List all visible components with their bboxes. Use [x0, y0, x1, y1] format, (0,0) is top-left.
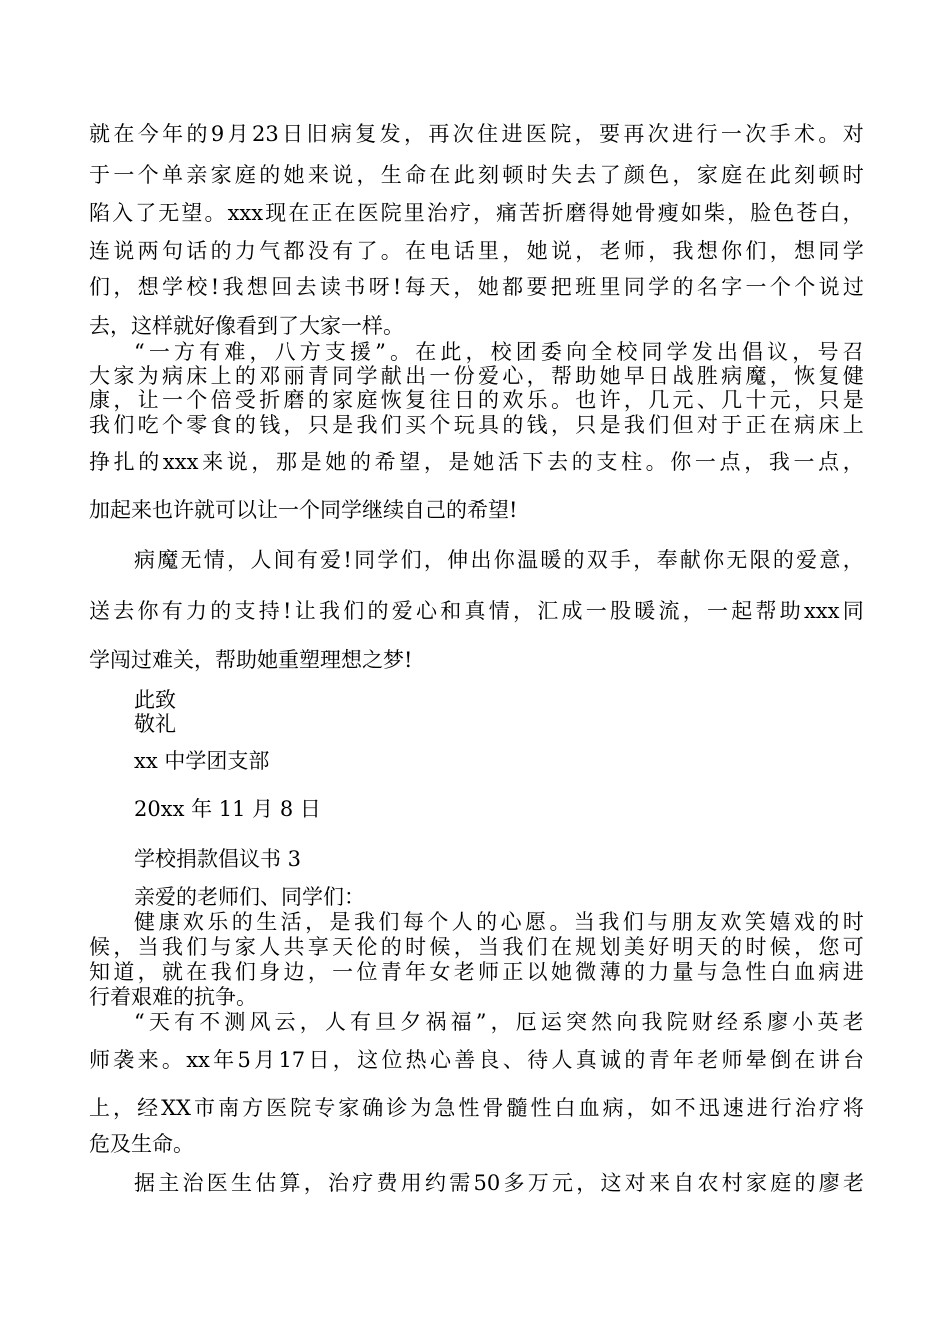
body-text-line: 危及生命。 [89, 1132, 194, 1156]
body-text-line: 我 们 吃 个 零 食 的 钱 ， 只 是 我 们 买 个 玩 具 的 钱 ， 只 是 我 们 但 对 于 正 在 病 床 上 [89, 413, 864, 437]
body-text-line: 们 ， 想 学 校 ! 我 想 回 去 读 书 呀 ! 每 天 ， 她 都 要 把 班 里 同 学 的 名 字 一 个 个 说 过 [89, 275, 864, 299]
body-text-line: 据 主 治 医 生 估 算 ， 治 疗 费 用 约 需 50 多 万 元 ， 这 对 来 自 农 村 家 庭 的 廖 老 [134, 1171, 864, 1195]
body-text-line: 去，这样就好像看到了大家一样。 [89, 314, 404, 338]
greeting: 亲爱的老师们、同学们： [134, 885, 365, 909]
body-text-line: 连 说 两 句 话 的 力 气 都 没 有 了 。 在 电 话 里 ， 她 说 ， 老 师 ， 我 想 你 们 ， 想 同 学 [89, 239, 864, 263]
body-text-line: 于 一 个 单 亲 家 庭 的 她 来 说 ， 生 命 在 此 刻 顿 时 失 去 了 颜 色 ， 家 庭 在 此 刻 顿 时 [89, 163, 864, 187]
section-title: 学校捐款倡议书 3 [134, 847, 302, 871]
body-text-line: 行着艰难的抗争。 [89, 985, 257, 1009]
signature-date: 20xx 年 11 月 8 日 [134, 797, 321, 821]
body-text-line: 学闯过难关，帮助她重塑理想之梦! [89, 648, 413, 672]
signature-org: xx 中学团支部 [134, 749, 270, 773]
body-text-line: “ 天 有 不 测 风 云 ， 人 有 旦 夕 祸 福 ” ， 厄 运 突 然 向 我 院 财 经 系 廖 小 英 老 [134, 1010, 864, 1034]
closing-salutation: 此致 [134, 688, 176, 712]
body-text-line: 陷 入 了 无 望 。 xxx 现 在 正 在 医 院 里 治 疗 ， 痛 苦 折 磨 得 她 骨 瘦 如 柴 ， 脸 色 苍 白 ， [89, 201, 864, 225]
body-text-line: 送 去 你 有 力 的 支 持 ! 让 我 们 的 爱 心 和 真 情 ， 汇 成 一 股 暖 流 ， 一 起 帮 助 xxx 同 [89, 599, 864, 623]
body-text-line: 挣 扎 的 xxx 来 说 ， 那 是 她 的 希 望 ， 是 她 活 下 去 的 支 柱 。 你 一 点 ， 我 一 点 ， [89, 450, 864, 474]
body-text-line: 上 ， 经 XX 市 南 方 医 院 专 家 确 诊 为 急 性 骨 髓 性 白 血 病 ， 如 不 迅 速 进 行 治 疗 将 [89, 1096, 864, 1120]
body-text-line: 师 袭 来 。 xx 年 5 月 17 日 ， 这 位 热 心 善 良 、 待 人 真 诚 的 青 年 老 师 晕 倒 在 讲 台 [89, 1048, 864, 1072]
body-text-line: 大 家 为 病 床 上 的 邓 丽 青 同 学 献 出 一 份 爱 心 ， 帮 助 她 早 日 战 胜 病 魔 ， 恢 复 健 [89, 364, 864, 388]
body-text-line: “ 一 方 有 难 ， 八 方 支 援 ” 。 在 此 ， 校 团 委 向 全 校 同 学 发 出 倡 议 ， 号 召 [134, 340, 864, 364]
body-text-line: 健 康 欢 乐 的 生 活 ， 是 我 们 每 个 人 的 心 愿 。 当 我 们 与 朋 友 欢 笑 嬉 戏 的 时 [134, 910, 864, 934]
closing-salutation: 敬礼 [134, 712, 176, 736]
body-text-line: 加起来也许就可以让一个同学继续自己的希望! [89, 498, 518, 522]
body-text-line: 知 道 ， 就 在 我 们 身 边 ， 一 位 青 年 女 老 师 正 以 她 微 薄 的 力 量 与 急 性 白 血 病 进 [89, 960, 864, 984]
body-text-line: 候 ， 当 我 们 与 家 人 共 享 天 伦 的 时 候 ， 当 我 们 在 规 划 美 好 明 天 的 时 候 ， 您 可 [89, 935, 864, 959]
body-text-line: 病 魔 无 情 ， 人 间 有 爱 ! 同 学 们 ， 伸 出 你 温 暖 的 双 手 ， 奉 献 你 无 限 的 爱 意 ， [134, 548, 864, 572]
body-text-line: 就 在 今 年 的 9 月 23 日 旧 病 复 发 ， 再 次 住 进 医 院 ， 要 再 次 进 行 一 次 手 术 。 对 [89, 122, 864, 146]
body-text-line: 康 ， 让 一 个 倍 受 折 磨 的 家 庭 恢 复 往 日 的 欢 乐 。 也 许 ， 几 元 、 几 十 元 ， 只 是 [89, 388, 864, 412]
